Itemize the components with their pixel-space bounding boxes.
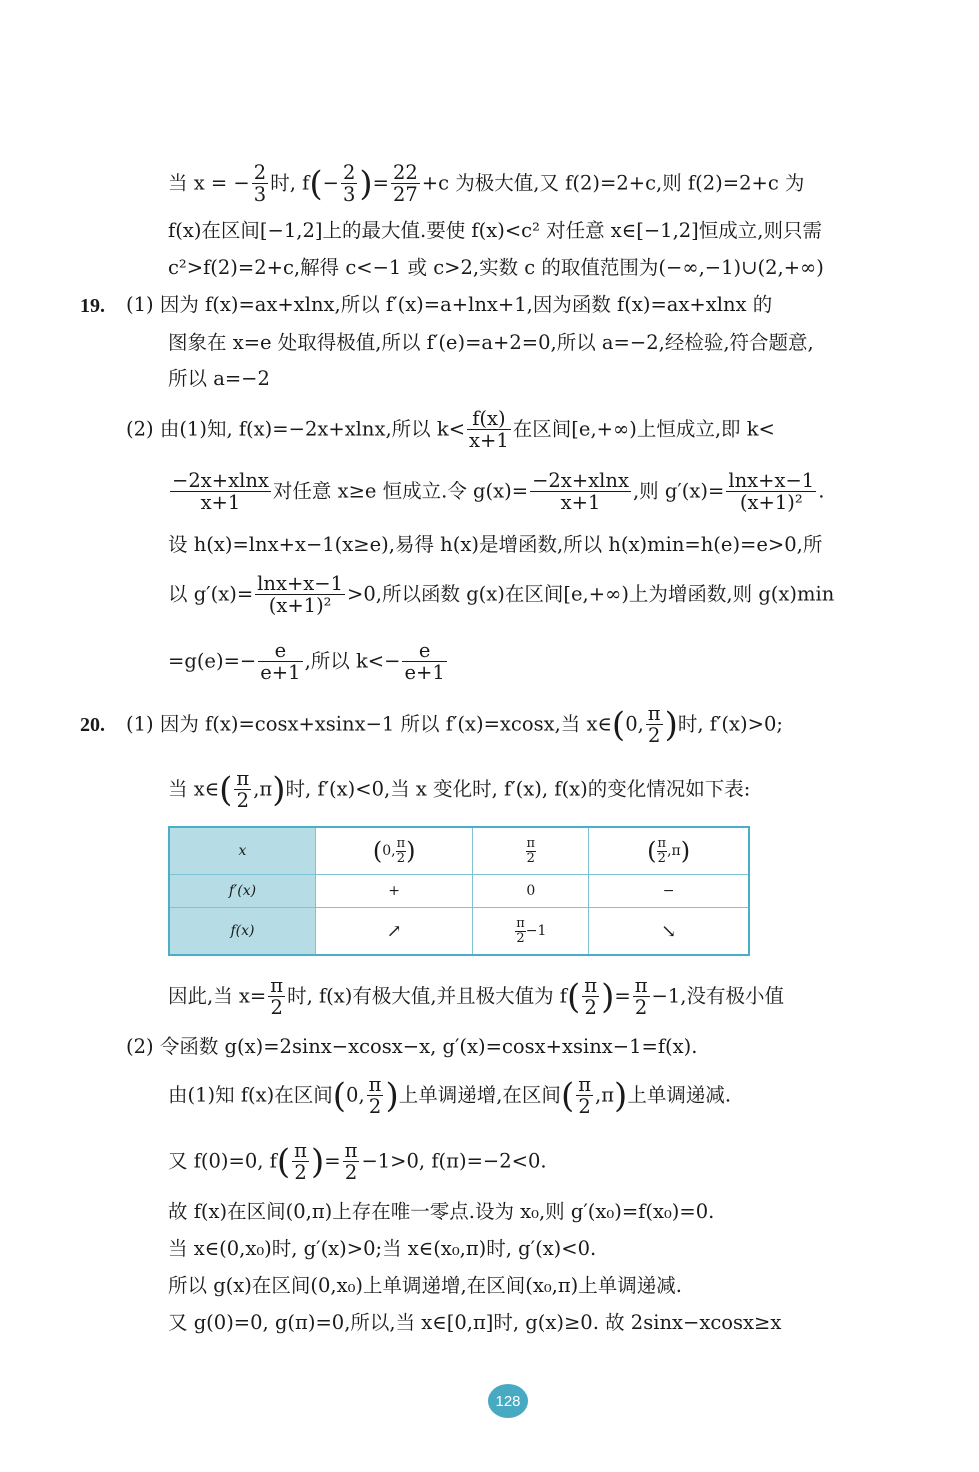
table-row <box>169 875 749 908</box>
fraction: $\frac{\pi}{2}$ <box>344 1139 358 1185</box>
solution-20-line-10: 又 g(0)=0, g(π)=0,所以,当 x∈[0,π]时, g(x)≥0. 故 2sinx−xcosx≥x <box>168 1311 782 1334</box>
fraction: $\frac{\pi}{2}$ <box>368 1073 382 1119</box>
fraction: $\frac{f(x)}{x+1}$ <box>469 407 509 453</box>
decreasing-arrow-icon: ↘ <box>589 908 749 956</box>
cell-max-value: $\frac{\pi}{2}$ −1 <box>473 908 589 956</box>
fraction: $\frac{-2x+xlnx}{x+1}$ <box>532 469 629 515</box>
solution-19-line-1: (1) 因为 f(x)=ax+xlnx,所以 f′(x)=a+lnx+1,因为函数 f(x)=ax+xlnx 的 <box>126 293 773 316</box>
table-row <box>169 908 749 956</box>
variation-table <box>168 826 750 956</box>
header-f-prime: f′(x) <box>169 875 316 908</box>
fraction: $\frac{\pi}{2}$ <box>647 702 661 748</box>
cell-sign-1: + <box>316 875 473 908</box>
solution-20-line-8: 当 x∈(0,x₀)时, g′(x)>0;当 x∈(x₀,π)时, g′(x)<0. <box>168 1237 597 1260</box>
fraction: $\frac{e}{e+1}$ <box>404 639 445 685</box>
solution-20-line-6: 又 f(0)=0, f( $\frac{\pi}{2}$ )= $\frac{\pi}{2}$ −1>0, f(π)=−2<0. <box>168 1139 547 1185</box>
solution-18-line-3: c²>f(2)=2+c,解得 c<−1 或 c>2,实数 c 的取值范围为(−∞,−1)∪(2,+∞) <box>168 256 824 279</box>
solution-18-line-1: 当 x = − $\frac{2}{3}$ 时, f(− $\frac{2}{3}$ )= $\frac{22}{27}$ +c 为极大值,又 f(2)=2+c,则 f(2)=2+c 为 <box>168 161 805 207</box>
solution-19-line-5: $\frac{-2x+xlnx}{x+1}$ 对任意 x≥e 恒成立.令 g(x)= $\frac{-2x+xlnx}{x+1}$ ,则 g′(x)= $\frac{\ln x+x-1}{\text{(x+1)²}}$ . <box>172 469 825 515</box>
fraction: $\frac{2}{3}$ <box>253 161 267 207</box>
cell-critical-point: $\frac{\pi}{2}$ <box>473 827 589 875</box>
fraction: $\frac{2}{3}$ <box>342 161 356 207</box>
fraction: $\frac{-2x+xlnx}{x+1}$ <box>172 469 269 515</box>
header-x: x <box>169 827 316 875</box>
cell-sign-3: − <box>589 875 749 908</box>
fraction: $\frac{\pi}{2}$ <box>294 1139 307 1185</box>
fraction: $\frac{\pi}{2}$ <box>578 1073 592 1119</box>
fraction: $\frac{\pi}{2}$ <box>584 974 598 1020</box>
solution-18-line-2: f(x)在区间[−1,2]上的最大值.要使 f(x)<c² 对任意 x∈[−1,2]恒成立,则只需 <box>168 219 822 242</box>
solution-19-line-3: 所以 a=−2 <box>168 367 270 390</box>
solution-20-line-2: 当 x∈( $\frac{\pi}{2}$ ,π)时, f′(x)<0,当 x 变化时, f′(x), f(x)的变化情况如下表: <box>168 767 751 813</box>
fraction: $\frac{e}{e+1}$ <box>260 639 301 685</box>
cell-interval-1: (0, $\frac{\pi}{2}$ ) <box>316 827 473 875</box>
problem-number-20: 20. <box>80 714 105 736</box>
fraction: $\frac{\ln x+x-1}{\text{(x+1)²}}$ <box>728 469 815 515</box>
header-f: f(x) <box>169 908 316 956</box>
solution-19-line-8: =g(e)=− $\frac{e}{e+1}$ ,所以 k<− $\frac{e}{e+1}$ <box>168 639 445 685</box>
solution-20-line-3: 因此,当 x= $\frac{\pi}{2}$ 时, f(x)有极大值,并且极大值为 f( $\frac{\pi}{2}$ )= $\frac{\pi}{2}$ −1,没有极小值 <box>168 974 784 1020</box>
fraction: $\frac{22}{27}$ <box>392 161 418 207</box>
solution-19-line-2: 图象在 x=e 处取得极值,所以 f′(e)=a+2=0,所以 a=−2,经检验,符合题意, <box>168 331 814 354</box>
solution-19-line-6: 设 h(x)=lnx+x−1(x≥e),易得 h(x)是增函数,所以 h(x)min=h(e)=e>0,所 <box>168 533 823 556</box>
increasing-arrow-icon: ↗ <box>316 908 473 956</box>
solution-19-line-4: (2) 由(1)知, f(x)=−2x+xlnx,所以 k< $\frac{f(x)}{x+1}$ 在区间[e,+∞)上恒成立,即 k< <box>126 407 775 453</box>
solution-20-line-9: 所以 g(x)在区间(0,x₀)上单调递增,在区间(x₀,π)上单调递减. <box>168 1274 682 1297</box>
page-number-badge: 128 <box>488 1384 528 1418</box>
fraction: $\frac{\ln x+x-1}{\text{(x+1)²}}$ <box>257 572 344 618</box>
fraction: $\frac{\pi}{2}$ <box>634 974 648 1020</box>
cell-sign-2: 0 <box>473 875 589 908</box>
solution-20-line-5: 由(1)知 f(x)在区间(0, $\frac{\pi}{2}$ )上单调递增,在区间( $\frac{\pi}{2}$ ,π)上单调递减. <box>168 1073 732 1119</box>
solution-20-line-7: 故 f(x)在区间(0,π)上存在唯一零点.设为 x₀,则 g′(x₀)=f(x₀)=0. <box>168 1200 715 1223</box>
table-row <box>169 827 749 875</box>
solution-20-line-1: (1) 因为 f(x)=cosx+xsinx−1 所以 f′(x)=xcosx,当 x∈(0, $\frac{\pi}{2}$ )时, f′(x)>0; <box>126 702 783 748</box>
solution-19-line-7: 以 g′(x)= $\frac{\ln x+x-1}{\text{(x+1)²}}$ >0,所以函数 g(x)在区间[e,+∞)上为增函数,则 g(x)min <box>168 572 835 618</box>
problem-number-19: 19. <box>80 295 105 317</box>
fraction: $\frac{\pi}{2}$ <box>236 767 250 813</box>
cell-interval-2: ( $\frac{\pi}{2}$ ,π) <box>589 827 749 875</box>
fraction: $\frac{\pi}{2}$ <box>270 974 284 1020</box>
solution-20-line-4: (2) 令函数 g(x)=2sinx−xcosx−x, g′(x)=cosx+xsinx−1=f(x). <box>126 1035 698 1058</box>
